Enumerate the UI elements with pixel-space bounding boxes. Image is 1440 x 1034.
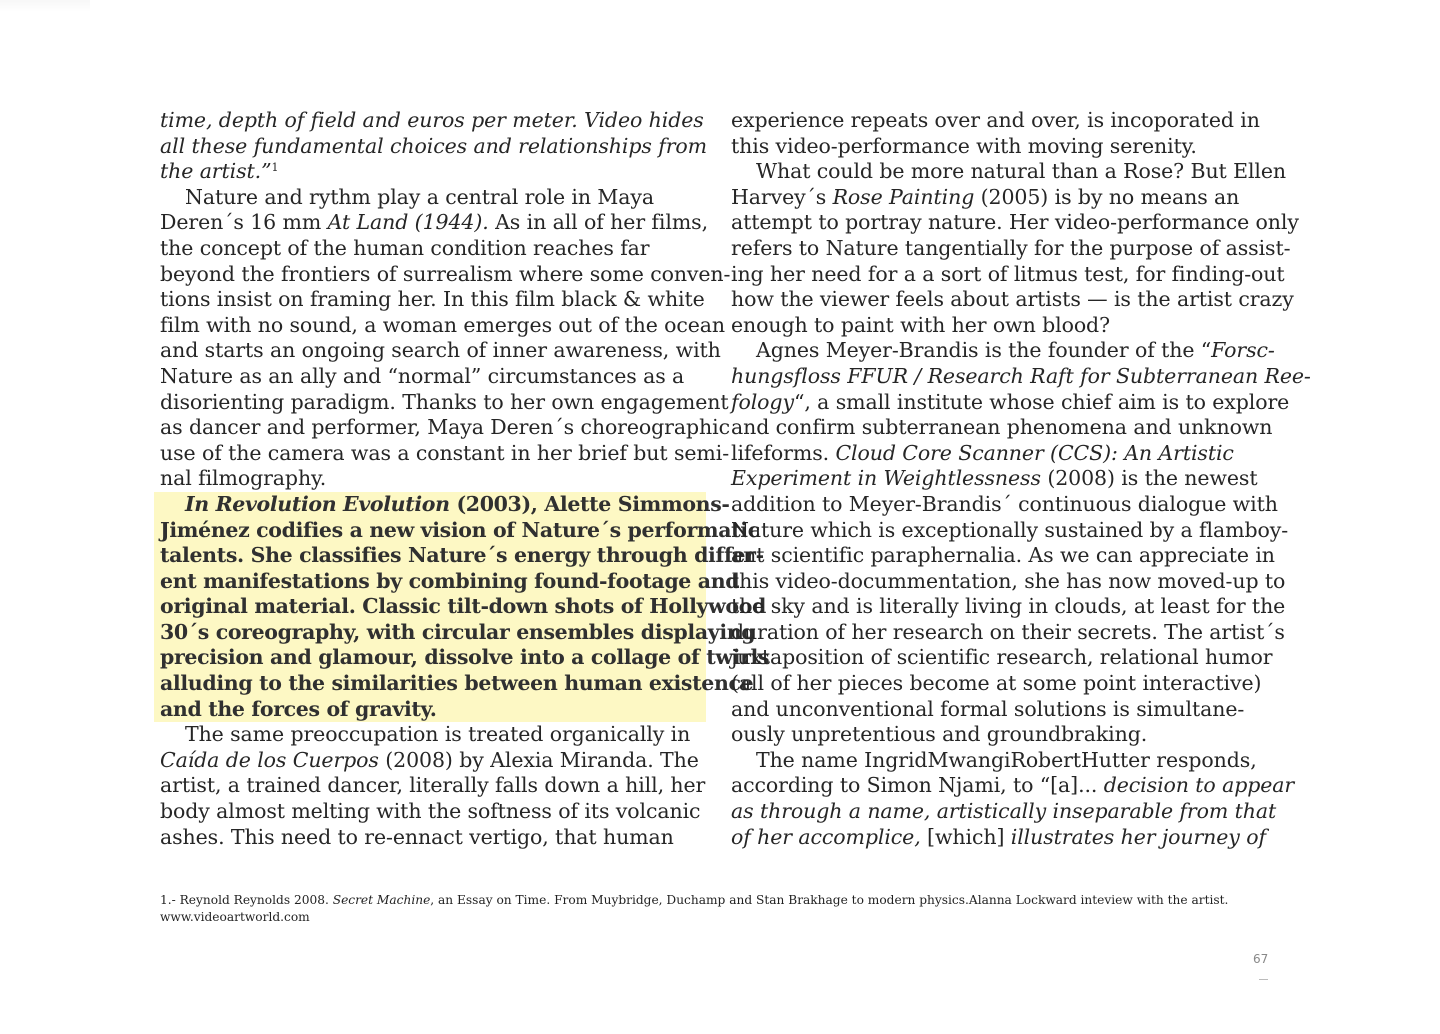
text-line: according to Simon Njami, to “[a]... decision to appear [731,773,1295,798]
text-line: alluding to the similarities between human existence [160,671,754,696]
text-line: ously unpretentious and groundbraking. [731,722,1148,747]
text-line: use of the camera was a constant in her brief but semi- [160,440,730,465]
text-line: refers to Nature tangentially for the purpose of assist- [731,235,1291,260]
text-line: Nature as an ally and “normal” circumstances as a [160,363,685,388]
text-line: attempt to portray nature. Her video-performance only [731,210,1299,235]
highlighted-paragraph[interactable] [154,491,770,722]
text-line: Nature and rythm play a central role in Maya [185,184,655,209]
text-line: the sky and is literally living in clouds, at least for the [731,594,1286,619]
text-line: all these fundamental choices and relationships from [160,133,707,158]
footnote-ref[interactable]: 1 [271,161,279,175]
text-line: artist, a trained dancer, literally falls down a hill, her [160,773,706,798]
text-line: enough to paint with her own blood? [731,312,1110,337]
text-line: and confirm subterranean phenomena and unknown [731,415,1273,440]
page-number: 67 [1253,952,1269,966]
text-line: how the viewer feels about artists — is the artist crazy [731,287,1294,312]
text-line: ant scientific paraphernalia. As we can appreciate in [731,543,1275,568]
text-line: ashes. This need to re-ennact vertigo, that human [160,824,674,849]
text-line: In Revolution Evolution (2003), Alette Simmons- [185,491,730,516]
text-line: ing her need for a a sort of litmus test, for finding-out [731,261,1285,286]
text-line: hungsfloss FFUR / Research Raft for Subterranean Ree- [731,363,1311,388]
text-line: tions insist on framing her. In this film black & white [160,287,705,312]
page-number-mark [1259,979,1268,980]
text-line: talents. She classifies Nature´s energy through differ- [160,543,764,568]
footnote-line: 1.- Reynold Reynolds 2008. Secret Machine, an Essay on Time. From Muybridge, Duchamp and Stan Brakhage to modern physics.Alanna Lockward inteview with the artist. [160,893,1229,907]
text-line: time, depth of field and euros per meter. Video hides [160,108,704,132]
right-column [731,108,1311,850]
text-line: the artist.”$^1$ [160,159,279,184]
footnote [160,892,1260,925]
text-line: (all of her pieces become at some point interactive) [731,671,1262,696]
text-line: and starts an ongoing search of inner awareness, with [160,338,721,363]
text-line: Deren´s 16 mm At Land (1944). As in all of her films, [160,210,709,235]
scan-smudge [0,0,90,12]
text-line: film with no sound, a woman emerges out of the ocean [160,312,726,337]
text-line: body almost melting with the softness of its volcanic [160,799,701,824]
text-line: Caída de los Cuerpos (2008) by Alexia Miranda. The [160,747,699,772]
text-line: addition to Meyer-Brandis´ continuous dialogue with [731,491,1278,516]
text-line: duration of her research on their secrets. The artist´s [731,619,1285,644]
text-line: The same preoccupation is treated organically in [185,722,691,747]
text-line: 30´s coreography, with circular ensembles displaying [160,619,756,644]
text-line: fology“, a small institute whose chief aim is to explore [731,389,1290,414]
text-line: and unconventional formal solutions is simultane- [731,696,1245,721]
left-column [160,108,770,850]
text-line: as through a name, artistically inseparable from that [731,799,1277,824]
text-line: disorienting paradigm. Thanks to her own engagement [160,389,729,414]
text-line: nal filmography. [160,466,327,491]
text-line: this video-docummentation, she has now moved-up to [731,568,1286,593]
text-line: as dancer and performer, Maya Deren´s choreographic [160,415,730,440]
text-line: Experiment in Weightlessness (2008) is the newest [731,466,1258,491]
text-line: Jiménez codifies a new vision of Nature´s performatic [160,517,760,542]
text-line: experience repeats over and over, is incoporated in [731,108,1260,132]
text-line: Nature which is exceptionally sustained by a flamboy- [731,517,1289,542]
text-line: Agnes Meyer-Brandis is the founder of the “Forsc- [756,338,1275,363]
text-line: beyond the frontiers of surrealism where some conven- [160,261,731,286]
text-line: juxtaposition of scientific research, relational humor [731,645,1273,670]
text-line: ent manifestations by combining found-footage and [160,568,740,593]
text-line: and the forces of gravity. [160,696,437,721]
text-line: The name IngridMwangiRobertHutter responds, [756,747,1257,772]
text-line: Harvey´s Rose Painting (2005) is by no means an [731,184,1240,209]
text-line: precision and glamour, dissolve into a collage of twirls [160,645,770,670]
footnote-url[interactable]: www.videoartworld.com [160,909,310,924]
text-line: What could be more natural than a Rose? But Ellen [756,159,1287,184]
text-line: the concept of the human condition reaches far [160,235,650,260]
text-line: of her accomplice, [which] illustrates her journey of [731,824,1266,849]
text-line: this video-performance with moving serenity. [731,133,1197,158]
text-line: original material. Classic tilt-down shots of Hollywood [160,594,767,619]
text-line: lifeforms. Cloud Core Scanner (CCS): An Artistic [731,440,1234,465]
